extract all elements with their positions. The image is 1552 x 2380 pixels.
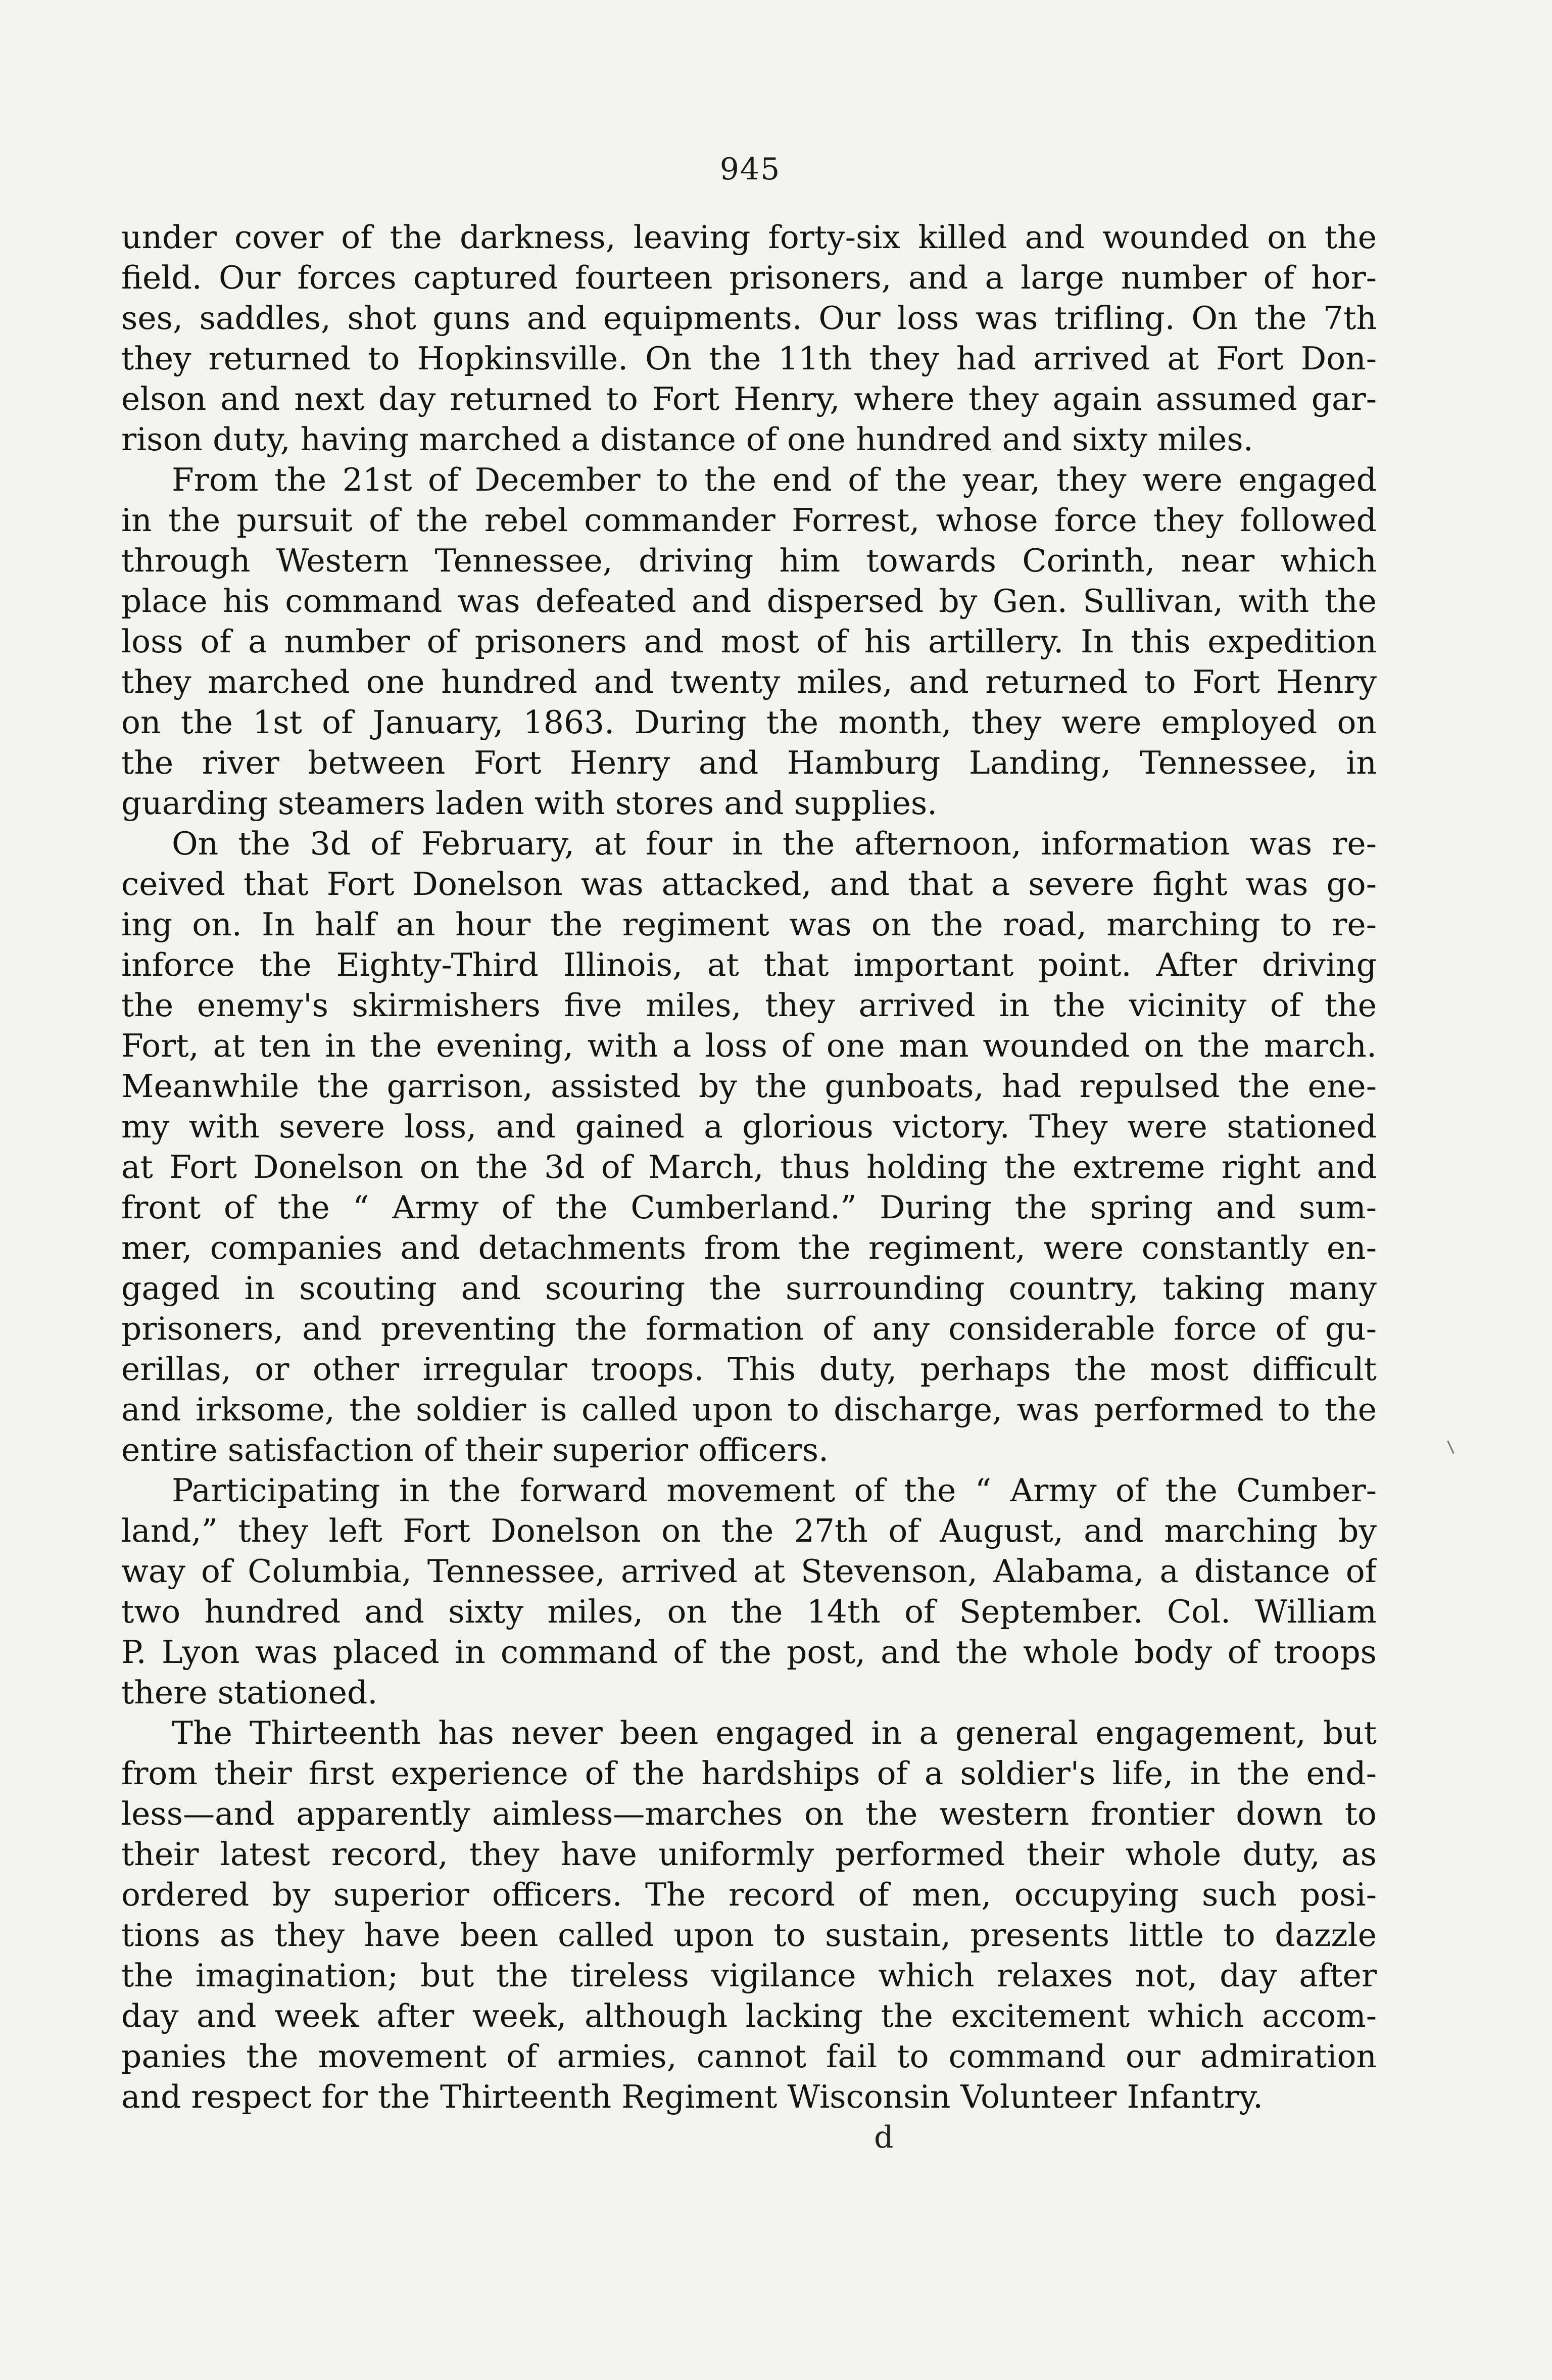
text-line: day and week after week, although lacking the excitement which accom-	[121, 1997, 1377, 2034]
text-line: tions as they have been called upon to sustain, presents little to dazzle	[121, 1917, 1377, 1954]
text-line: the imagination; but the tireless vigilance which relaxes not, day after	[121, 1957, 1377, 1994]
text-line: they returned to Hopkinsville. On the 11th they had arrived at Fort Don-	[121, 340, 1377, 377]
text-line: The Thirteenth has never been engaged in a general engagement, but	[172, 1715, 1377, 1751]
text-line: prisoners, and preventing the formation of any considerable force of gu-	[121, 1310, 1377, 1347]
text-line: under cover of the darkness, leaving forty-six killed and wounded on the	[121, 219, 1377, 256]
text-line: rison duty, having marched a distance of one hundred and sixty miles.	[121, 421, 1253, 458]
text-line: elson and next day returned to Fort Henry, where they again assumed gar-	[121, 380, 1377, 417]
text-line: mer, companies and detachments from the regiment, were constantly en-	[121, 1229, 1377, 1266]
text-line: ing on. In half an hour the regiment was on the road, marching to re-	[121, 906, 1377, 943]
text-line: ceived that Fort Donelson was attacked, and that a severe fight was go-	[121, 866, 1377, 902]
text-line: two hundred and sixty miles, on the 14th of September. Col. William	[121, 1593, 1377, 1630]
text-line: and respect for the Thirteenth Regiment Wisconsin Volunteer Infantry.	[121, 2078, 1263, 2115]
text-line: entire satisfaction of their superior officers.	[121, 1432, 829, 1468]
text-line: loss of a number of prisoners and most of his artillery. In this expedition	[121, 623, 1377, 660]
text-line: On the 3d of February, at four in the afternoon, information was re-	[172, 825, 1377, 862]
footer-mark: d	[874, 2120, 894, 2155]
text-line: erillas, or other irregular troops. This duty, perhaps the most difficult	[121, 1351, 1377, 1388]
text-line: in the pursuit of the rebel commander Forrest, whose force they followed	[121, 502, 1377, 539]
text-line: their latest record, they have uniformly performed their whole duty, as	[121, 1836, 1377, 1873]
text-line: place his command was defeated and dispersed by Gen. Sullivan, with the	[121, 583, 1377, 620]
text-line: on the 1st of January, 1863. During the month, they were employed on	[121, 704, 1377, 741]
text-line: inforce the Eighty-Third Illinois, at that important point. After driving	[121, 946, 1377, 983]
text-line: From the 21st of December to the end of the year, they were engaged	[172, 461, 1377, 498]
text-line: there stationed.	[121, 1674, 378, 1711]
text-line: my with severe loss, and gained a glorious victory. They were stationed	[121, 1108, 1377, 1145]
text-line: at Fort Donelson on the 3d of March, thus holding the extreme right and	[121, 1149, 1377, 1185]
text-line: way of Columbia, Tennessee, arrived at Stevenson, Alabama, a distance of	[121, 1553, 1377, 1590]
text-line: ordered by superior officers. The record of men, occupying such posi-	[121, 1876, 1377, 1913]
text-line: from their first experience of the hardships of a soldier's life, in the end-	[121, 1755, 1377, 1792]
text-line: Participating in the forward movement of the “ Army of the Cumber-	[172, 1472, 1377, 1509]
text-line: land,” they left Fort Donelson on the 27th of August, and marching by	[121, 1512, 1377, 1549]
text-line: the river between Fort Henry and Hamburg Landing, Tennessee, in	[121, 744, 1377, 781]
text-line: field. Our forces captured fourteen prisoners, and a large number of hor-	[121, 259, 1377, 296]
body-text	[121, 217, 1377, 2117]
text-line: Fort, at ten in the evening, with a loss of one man wounded on the march.	[121, 1027, 1377, 1064]
text-line: they marched one hundred and twenty miles, and returned to Fort Henry	[121, 663, 1377, 700]
text-line: gaged in scouting and scouring the surrounding country, taking many	[121, 1270, 1377, 1307]
text-line: P. Lyon was placed in command of the post, and the whole body of troops	[121, 1634, 1377, 1671]
margin-mark	[1447, 1441, 1454, 1454]
text-line: Meanwhile the garrison, assisted by the gunboats, had repulsed the ene-	[121, 1068, 1377, 1105]
text-line: through Western Tennessee, driving him towards Corinth, near which	[121, 542, 1377, 579]
text-line: the enemy's skirmishers five miles, they arrived in the vicinity of the	[121, 987, 1377, 1024]
text-line: and irksome, the soldier is called upon to discharge, was performed to the	[121, 1391, 1377, 1428]
text-line: front of the “ Army of the Cumberland.” During the spring and sum-	[121, 1189, 1377, 1226]
text-line: panies the movement of armies, cannot fail to command our admiration	[121, 2038, 1377, 2075]
text-line: ses, saddles, shot guns and equipments. Our loss was trifling. On the 7th	[121, 300, 1377, 337]
page-number: 945	[719, 152, 781, 187]
text-line: less—and apparently aimless—marches on the western frontier down to	[121, 1795, 1377, 1832]
text-line: guarding steamers laden with stores and supplies.	[121, 785, 938, 822]
